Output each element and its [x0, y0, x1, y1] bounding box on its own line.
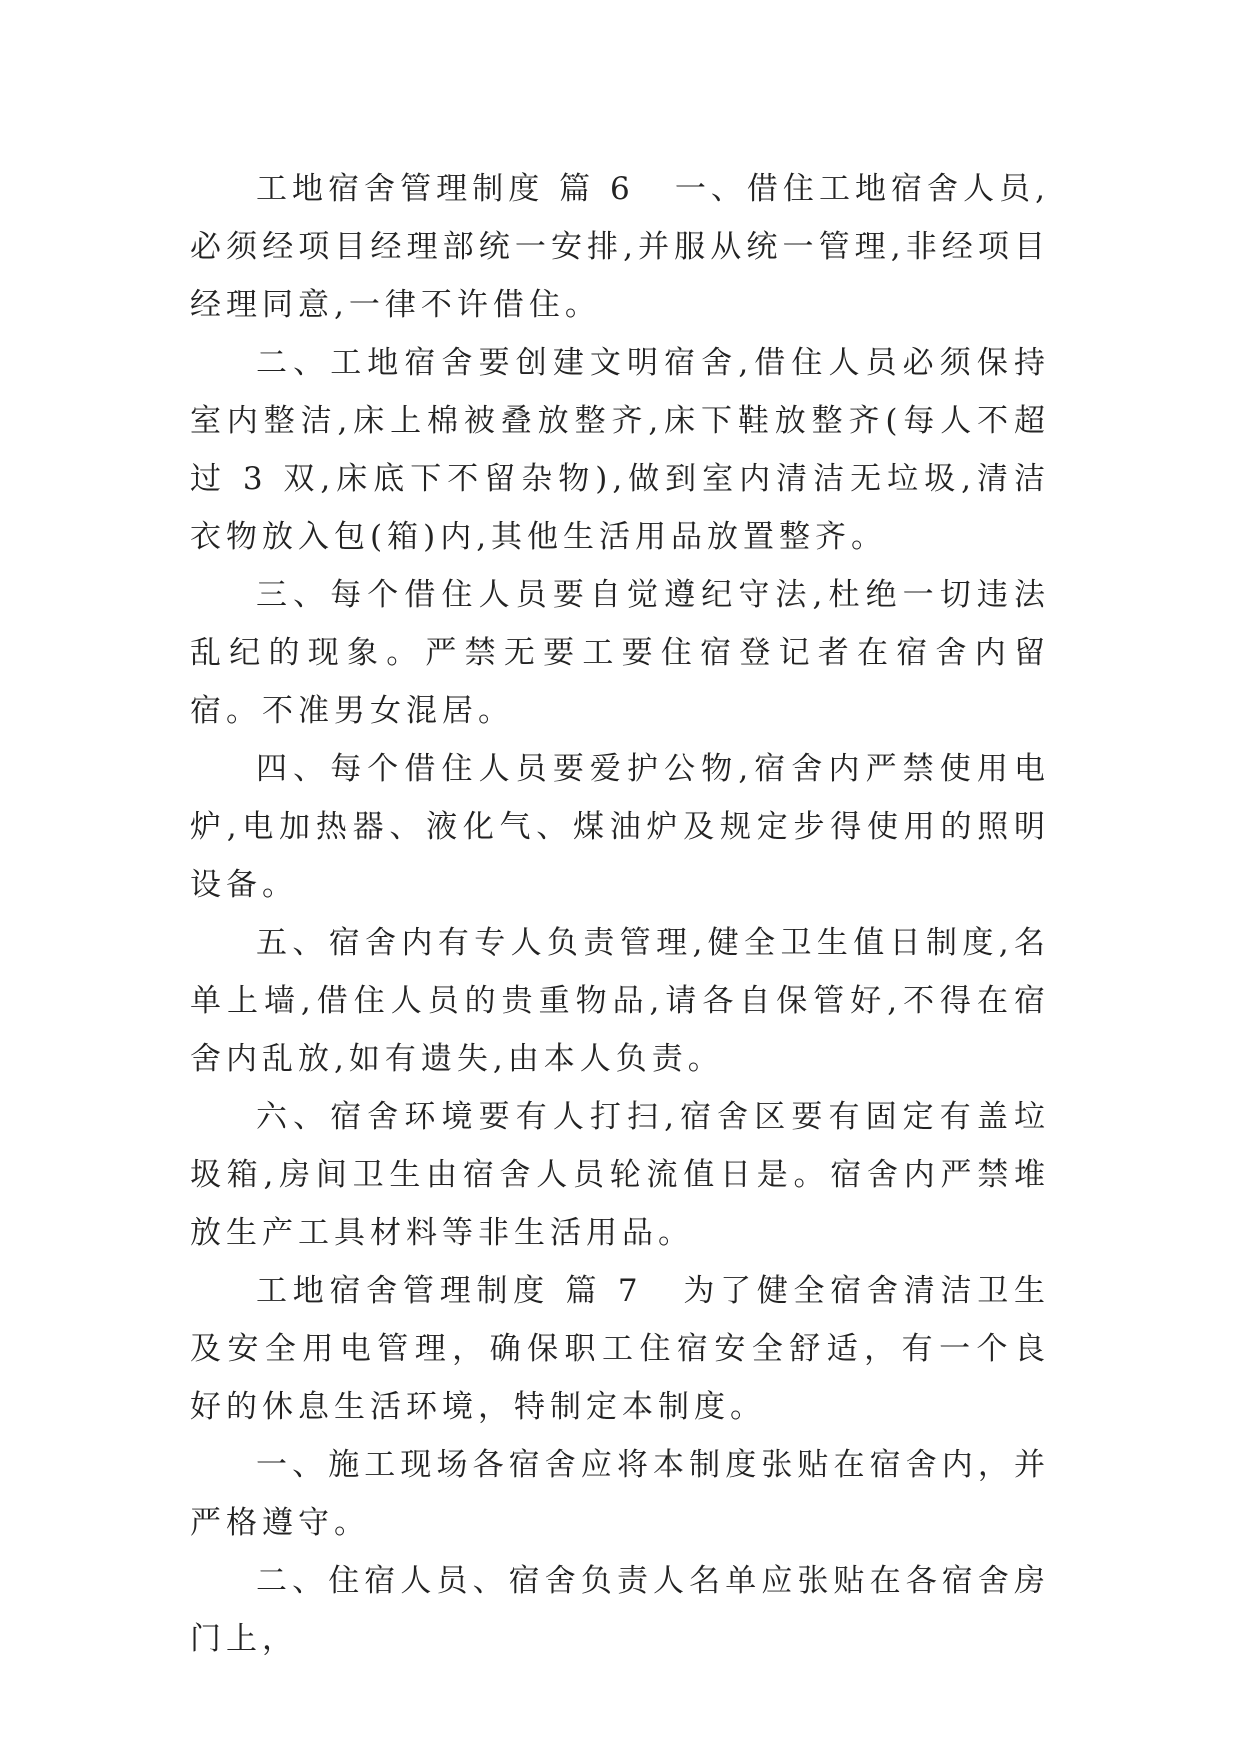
paragraph-text: 五、宿舍内有专人负责管理,健全卫生值日制度,名单上墙,借住人员的贵重物品,请各自保管好,不得在宿舍内乱放,如有遗失,由本人负责。 [190, 925, 1050, 1077]
paragraph-text: 一、借住工地宿舍人员,必须经项目经理部统一安排,并服从统一管理,非经项目经理同意,一律不许借住。 [190, 171, 1051, 323]
paragraph-text: 二、住宿人员、宿舍负责人名单应张贴在各宿舍房门上， [190, 1563, 1050, 1657]
paragraph-text: 四、每个借住人员要爱护公物,宿舍内严禁使用电炉,电加热器、液化气、煤油炉及规定步得使用的照明设备。 [190, 751, 1050, 903]
paragraph-section-7-item-1 [190, 1436, 1050, 1552]
paragraph-text: 二、工地宿舍要创建文明宿舍,借住人员必须保持室内整洁,床上棉被叠放整齐,床下鞋放整齐(每人不超过 3 双,床底下不留杂物),做到室内清洁无垃圾,清洁衣物放入包(箱)内,其他生活用品放置整齐。 [190, 345, 1050, 555]
paragraph-section-6-item-4 [190, 740, 1050, 914]
paragraph-section-7-item-2 [190, 1552, 1050, 1668]
paragraph-section-6-item-2 [190, 334, 1050, 566]
paragraph-text: 一、施工现场各宿舍应将本制度张贴在宿舍内，并严格遵守。 [190, 1447, 1050, 1541]
paragraph-section-6-item-1 [190, 160, 1050, 334]
paragraph-section-6-item-5 [190, 914, 1050, 1088]
section-heading: 工地宿舍管理制度 篇 7 [256, 1273, 643, 1309]
paragraph-section-7-intro [190, 1262, 1050, 1436]
document-body [190, 160, 1050, 1668]
paragraph-section-6-item-3 [190, 566, 1050, 740]
paragraph-text: 三、每个借住人员要自觉遵纪守法,杜绝一切违法乱纪的现象。严禁无要工要住宿登记者在宿舍内留宿。不准男女混居。 [190, 577, 1050, 729]
paragraph-section-6-item-6 [190, 1088, 1050, 1262]
paragraph-text: 六、宿舍环境要有人打扫,宿舍区要有固定有盖垃圾箱,房间卫生由宿舍人员轮流值日是。宿舍内严禁堆放生产工具材料等非生活用品。 [190, 1099, 1050, 1251]
section-heading: 工地宿舍管理制度 篇 6 [256, 171, 635, 207]
paragraph-text: 为了健全宿舍清洁卫生及安全用电管理，确保职工住宿安全舒适，有一个良好的休息生活环境，特制定本制度。 [190, 1273, 1051, 1425]
